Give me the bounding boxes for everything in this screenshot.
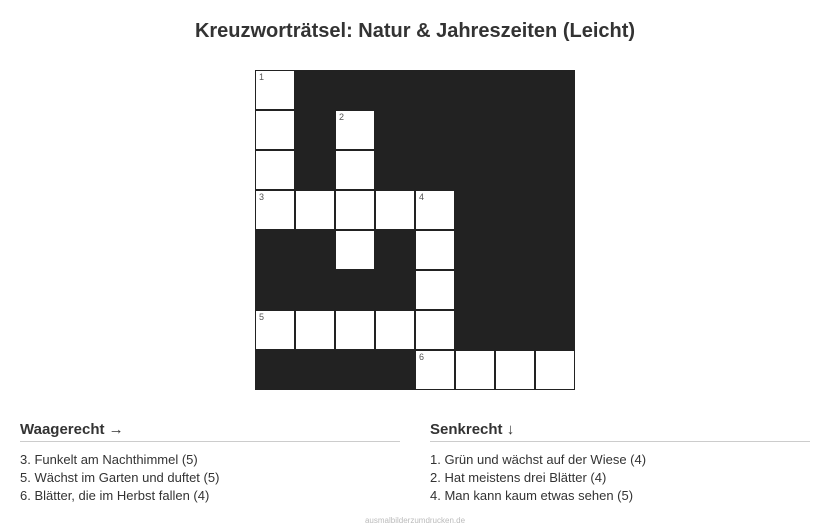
down-clues-section (430, 420, 810, 505)
across-clue: 3. Funkelt am Nachthimmel (5) (20, 452, 198, 467)
crossword-block (335, 350, 375, 390)
crossword-block (495, 70, 535, 110)
crossword-block (335, 270, 375, 310)
crossword-block (455, 270, 495, 310)
crossword-cell[interactable] (415, 350, 455, 390)
crossword-cell[interactable] (495, 350, 535, 390)
down-clue: 4. Man kann kaum etwas sehen (5) (430, 488, 634, 503)
crossword-block (375, 230, 415, 270)
across-clues-section (20, 420, 400, 505)
cell-number: 6 (419, 352, 425, 362)
crossword-cell[interactable] (335, 190, 375, 230)
cell-number: 1 (259, 72, 265, 82)
crossword-block (375, 270, 415, 310)
crossword-block (535, 230, 575, 270)
crossword-block (295, 270, 335, 310)
crossword-block (375, 150, 415, 190)
crossword-block (495, 150, 535, 190)
cell-number: 4 (419, 192, 425, 202)
crossword-block (455, 150, 495, 190)
crossword-block (415, 70, 455, 110)
crossword-cell[interactable] (295, 310, 335, 350)
crossword-block (335, 70, 375, 110)
cell-number: 3 (259, 192, 265, 202)
crossword-cell[interactable] (415, 230, 455, 270)
crossword-block (375, 70, 415, 110)
crossword-block (255, 270, 295, 310)
crossword-block (495, 270, 535, 310)
crossword-block (295, 70, 335, 110)
crossword-cell[interactable] (375, 190, 415, 230)
crossword-block (295, 150, 335, 190)
crossword-cell[interactable] (255, 310, 295, 350)
crossword-block (295, 350, 335, 390)
down-heading: Senkrecht ↓ (430, 420, 810, 442)
crossword-block (455, 230, 495, 270)
crossword-cell[interactable] (255, 110, 295, 150)
crossword-block (495, 190, 535, 230)
crossword-block (495, 110, 535, 150)
crossword-block (295, 230, 335, 270)
crossword-grid (255, 70, 575, 390)
crossword-cell[interactable] (255, 150, 295, 190)
crossword-block (255, 230, 295, 270)
across-clue-list (20, 451, 400, 505)
crossword-block (535, 70, 575, 110)
crossword-block (535, 110, 575, 150)
crossword-block (455, 110, 495, 150)
across-heading: Waagerecht → (20, 420, 400, 442)
across-clue: 6. Blätter, die im Herbst fallen (4) (20, 488, 210, 503)
footer-credit: ausmalbilderzumdrucken.de (364, 516, 466, 525)
crossword-cell[interactable] (335, 230, 375, 270)
down-clue: 2. Hat meistens drei Blätter (4) (430, 470, 607, 485)
crossword-block (535, 270, 575, 310)
crossword-block (535, 150, 575, 190)
page-title: Kreuzworträtsel: Natur & Jahreszeiten (Leicht) (194, 20, 636, 42)
crossword-cell[interactable] (415, 310, 455, 350)
crossword-cell[interactable] (255, 70, 295, 110)
cell-number: 2 (339, 112, 345, 122)
crossword-block (495, 310, 535, 350)
crossword-block (255, 350, 295, 390)
crossword-block (455, 70, 495, 110)
crossword-block (295, 110, 335, 150)
crossword-cell[interactable] (335, 310, 375, 350)
across-clue: 5. Wächst im Garten und duftet (5) (20, 470, 220, 485)
cell-number: 5 (259, 312, 265, 322)
down-clue: 1. Grün und wächst auf der Wiese (4) (430, 452, 647, 467)
crossword-block (495, 230, 535, 270)
crossword-cell[interactable] (415, 190, 455, 230)
crossword-block (535, 310, 575, 350)
crossword-cell[interactable] (455, 350, 495, 390)
crossword-cell[interactable] (535, 350, 575, 390)
crossword-cell[interactable] (255, 190, 295, 230)
crossword-block (415, 150, 455, 190)
crossword-cell[interactable] (335, 110, 375, 150)
crossword-cell[interactable] (375, 310, 415, 350)
crossword-cell[interactable] (295, 190, 335, 230)
crossword-block (455, 190, 495, 230)
crossword-block (415, 110, 455, 150)
crossword-block (375, 110, 415, 150)
crossword-block (535, 190, 575, 230)
crossword-cell[interactable] (335, 150, 375, 190)
crossword-block (455, 310, 495, 350)
down-clue-list (430, 451, 810, 505)
crossword-cell[interactable] (415, 270, 455, 310)
crossword-block (375, 350, 415, 390)
